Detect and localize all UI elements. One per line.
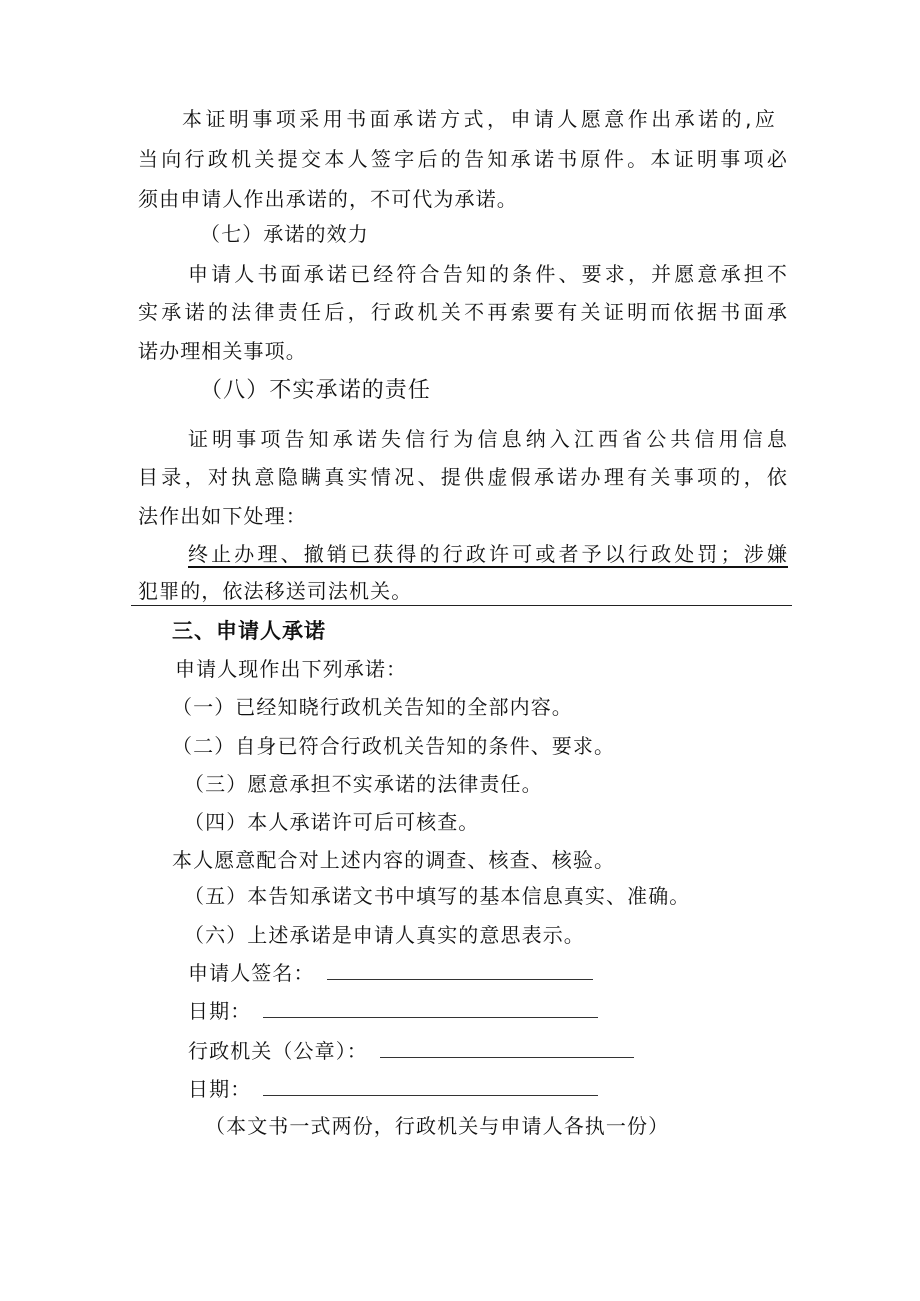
applicant-signature-label: 申请人签名： — [188, 961, 315, 985]
date-label: 日期： — [188, 999, 252, 1023]
commitment-item: （一）已经知晓行政机关告知的全部内容。 — [172, 695, 573, 719]
agency-seal-blank[interactable] — [380, 1037, 634, 1058]
commitment-item: （二）自身已符合行政机关告知的条件、要求。 — [172, 734, 616, 758]
section-heading-3: 三、申请人承诺 — [172, 619, 326, 643]
para-line: 本证明事项采用书面承诺方式，申请人愿意作出承诺的,应 — [182, 107, 776, 131]
commitment-item: （四）本人承诺许可后可核查。 — [184, 810, 480, 834]
para-line: 实承诺的法律责任后，行政机关不再索要有关证明而依据书面承 — [138, 300, 788, 324]
section-heading-8: （八）不实承诺的责任 — [200, 378, 432, 403]
para-line: 须由申请人作出承诺的，不可代为承诺。 — [138, 187, 518, 211]
date-blank[interactable] — [263, 997, 598, 1018]
date-label: 日期： — [188, 1077, 252, 1101]
date-row — [188, 997, 598, 1025]
horizontal-rule — [131, 605, 792, 606]
applicant-signature-blank[interactable] — [327, 959, 593, 980]
para-line-underlined: 终止办理、撤销已获得的行政许可或者予以行政处罚；涉嫌 — [188, 542, 788, 566]
signature-row — [188, 959, 593, 987]
commitment-item: （五）本告知承诺文书中填写的基本信息真实、准确。 — [184, 884, 691, 908]
date-row — [188, 1075, 598, 1103]
agency-seal-row — [188, 1037, 634, 1065]
para-line: 犯罪的，依法移送司法机关。 — [138, 579, 413, 603]
commitment-intro: 申请人现作出下列承诺： — [175, 657, 408, 681]
para-line: 目录，对执意隐瞒真实情况、提供虚假承诺办理有关事项的，依 — [138, 465, 788, 489]
section-heading-7: （七）承诺的效力 — [200, 222, 369, 246]
para-line: 法作出如下处理： — [138, 504, 307, 528]
para-line: 当向行政机关提交本人签字后的告知承诺书原件。本证明事项必 — [138, 147, 788, 171]
para-line: 申请人书面承诺已经符合告知的条件、要求，并愿意承担不 — [188, 262, 788, 286]
commitment-item: （六）上述承诺是申请人真实的意思表示。 — [184, 923, 585, 947]
agency-seal-label: 行政机关（公章）： — [188, 1039, 368, 1063]
para-line: 证明事项告知承诺失信行为信息纳入江西省公共信用信息 — [188, 427, 788, 451]
footnote: （本文书一式两份，行政机关与申请人各执一份） — [205, 1114, 670, 1138]
date-blank[interactable] — [263, 1075, 598, 1096]
commitment-item: 本人愿意配合对上述内容的调查、核查、核验。 — [172, 848, 616, 872]
para-line: 诺办理相关事项。 — [138, 339, 307, 363]
commitment-item: （三）愿意承担不实承诺的法律责任。 — [184, 772, 543, 796]
